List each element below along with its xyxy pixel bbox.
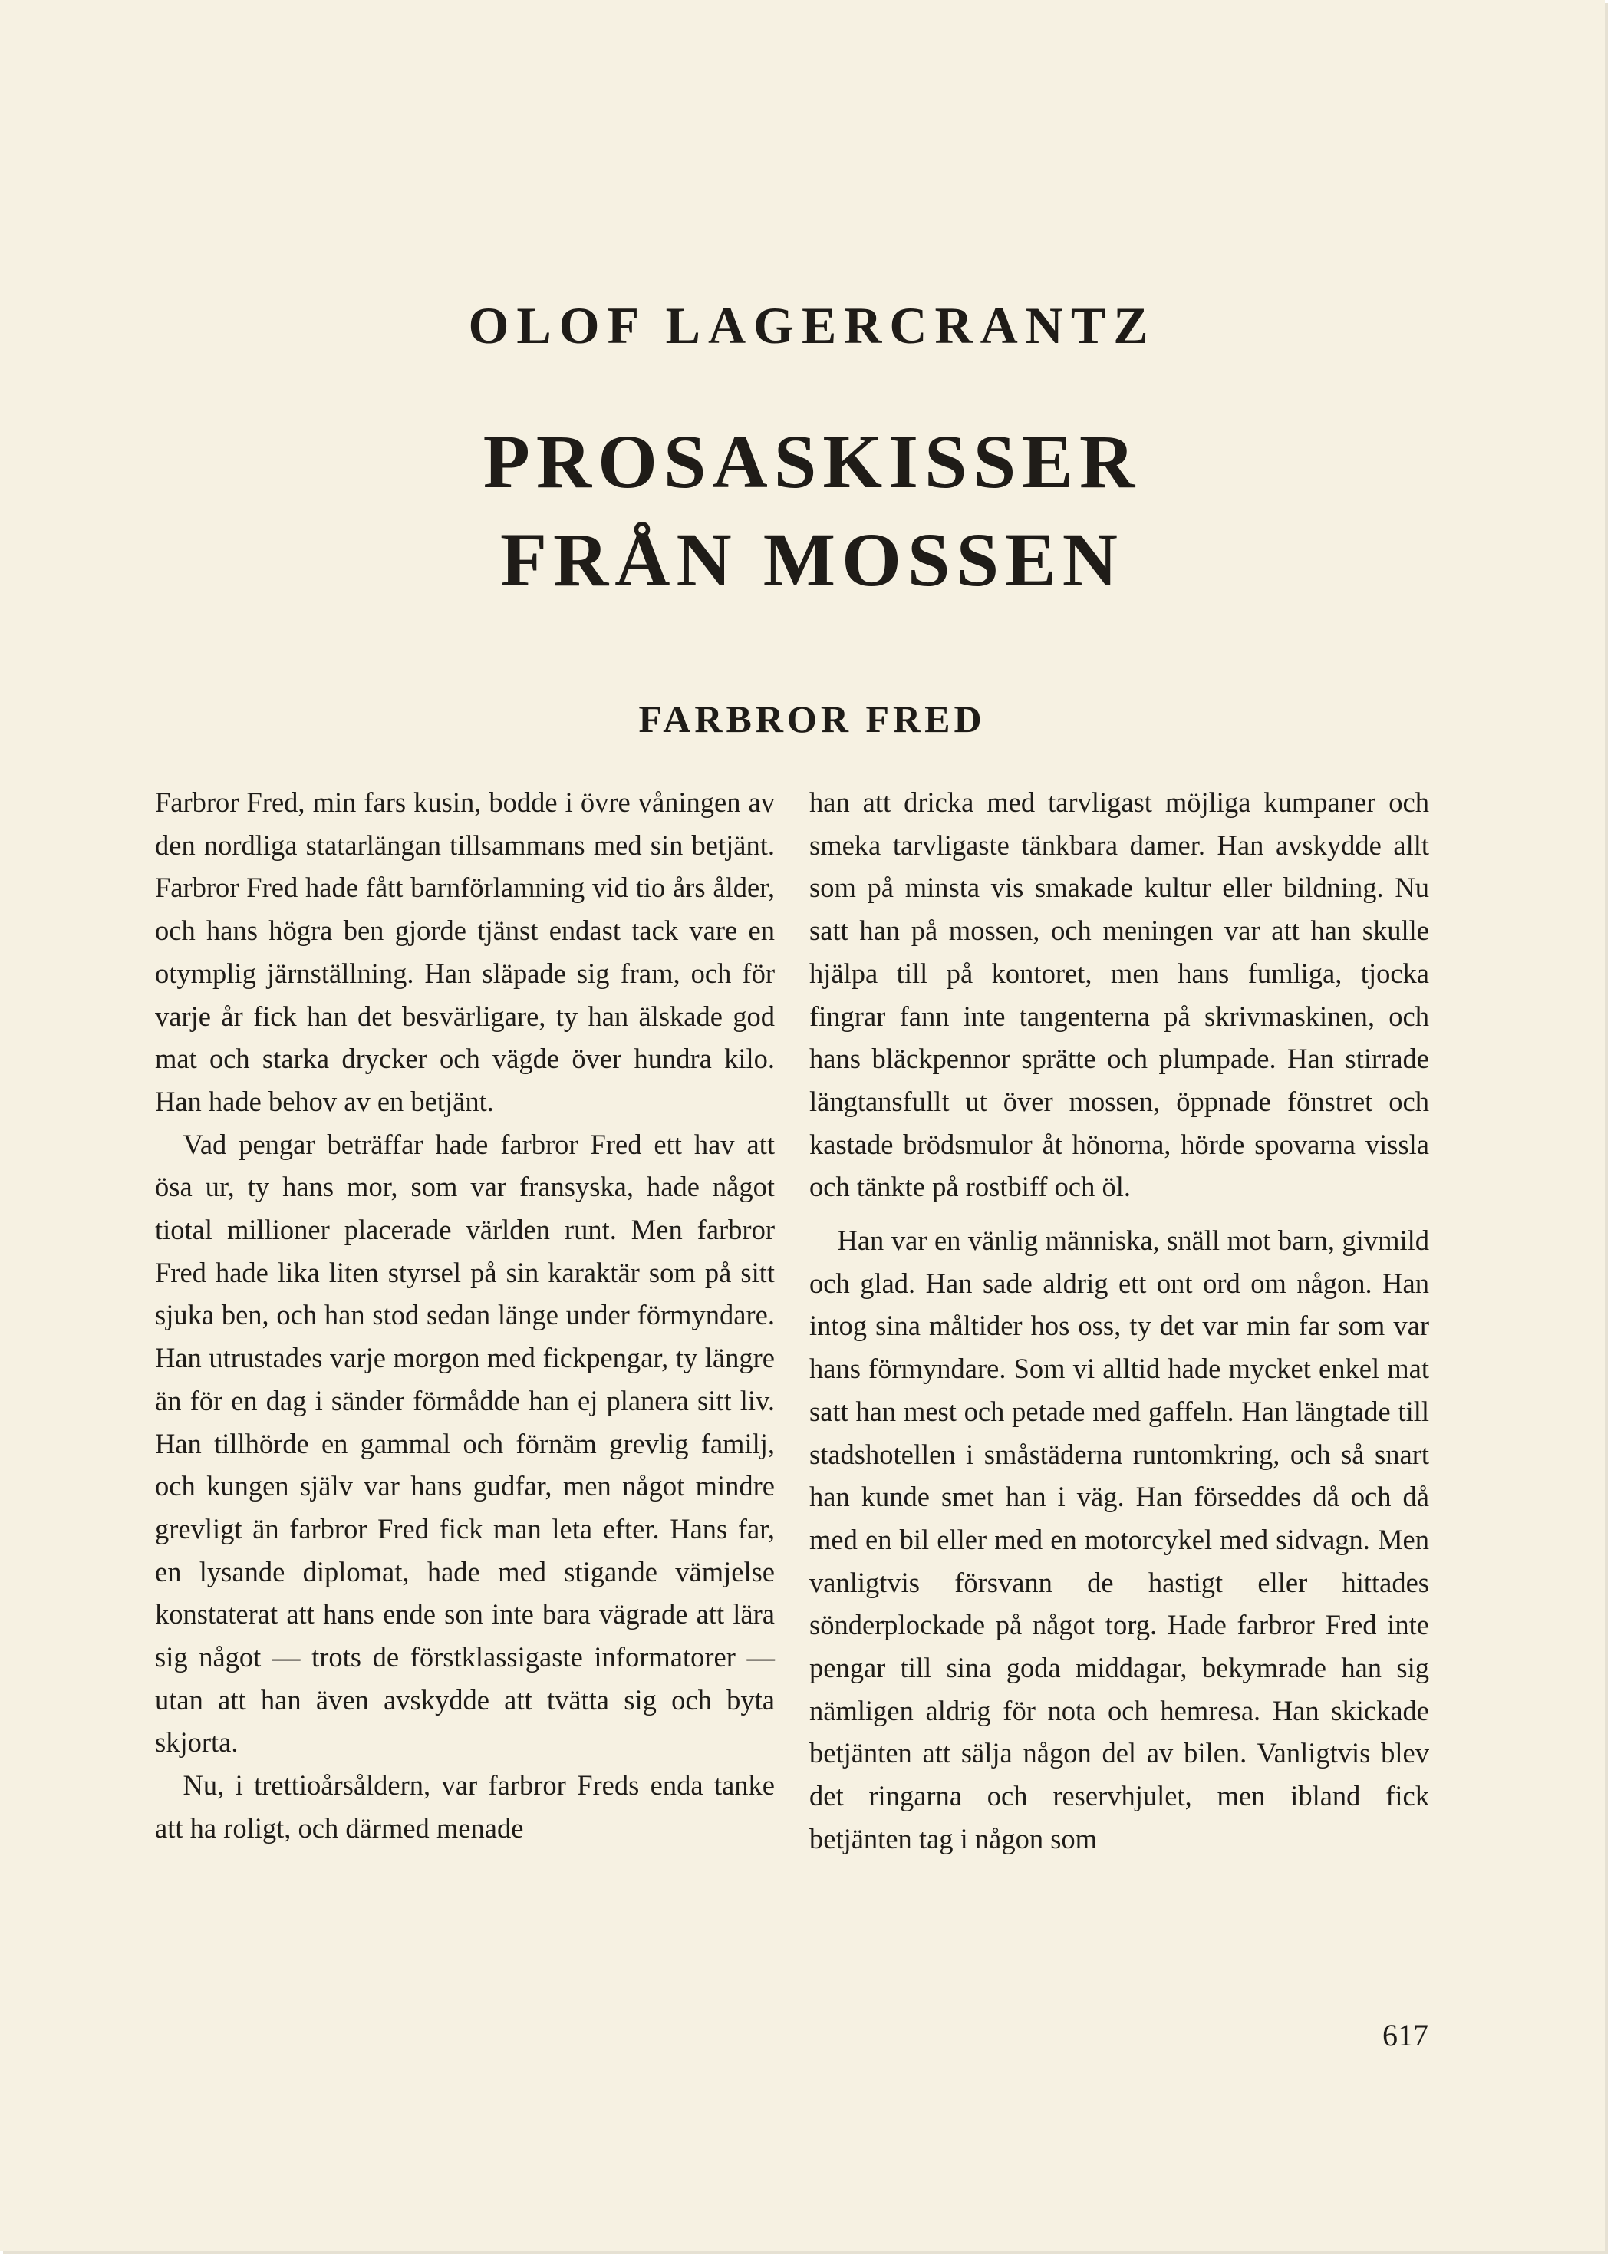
article-title-line-2: FRÅN MOSSEN (499, 517, 1125, 602)
paragraph: han att dricka med tarvligast möjliga kumpaner och smeka tarvligaste tänkbara damer. Han avskydde allt som på minsta vis smakade kultur eller bildning. Nu satt han på mossen, och meningen var att han skulle hjälpa till på kontoret, men hans fumliga, tjocka fingrar fann inte tangenterna på skrivmaskinen, och hans bläckpennor sprätte och plumpade. Han stirrade längtansfullt ut över mossen, öppnade fönstret och kastade brödsmulor åt hönorna, hörde spovarna vissla och tänkte på rostbiff och öl. (809, 786, 1429, 1203)
paragraph: Farbror Fred, min fars kusin, bodde i övre våningen av den nordliga statarlängan tillsammans med sin betjänt. Farbror Fred hade fått barnförlamning vid tio års ålder, och hans högra ben gjorde tjänst endast tack vare en otymplig järnställning. Han släpade sig fram, och för varje år fick han det besvärligare, ty han älskade god mat och starka drycker och vägde över hundra kilo. Han hade behov av en betjänt. (155, 786, 775, 1117)
text-column-left (155, 781, 775, 1850)
paragraph: Vad pengar beträffar hade farbror Fred ett hav att ösa ur, ty hans mor, som var fransyska, hade något tiotal millioner placerade världen runt. Men farbror Fred hade lika liten styrsel på sin karaktär som på sitt sjuka ben, och han stod sedan länge under förmyndare. Han utrustades varje morgon med fickpengar, ty längre än för en dag i sänder förmådde han ej planera sitt liv. Han tillhörde en gammal och förnäm grevlig familj, och kungen själv var hans gudfar, men något mindre grevligt än farbror Fred fick man leta efter. Hans far, en lysande diplomat, hade med stigande vämjelse konstaterat att hans ende son inte bara vägrade att lära sig något — trots de förstklassigaste informatorer — utan att han även avskydde att tvätta sig och byta skjorta. (155, 1128, 775, 1759)
paragraph: Han var en vänlig människa, snäll mot barn, givmild och glad. Han sade aldrig ett ont ord om någon. Han intog sina måltider hos oss, ty det var min far som var hans förmyndare. Som vi alltid hade mycket enkel mat satt han mest och petade med gaffeln. Han längtade till stadshotellen i småstäderna runtomkring, och så snart han kunde smet han i väg. Han förseddes då och då med en bil eller med en motorcykel med sidvagn. Men vanligtvis försvann de hastigt eller hittades sönderplockade på något torg. Hade farbror Fred inte pengar till sina goda middagar, bekymrade han sig nämligen aldrig för nota och hemresa. Han skickade betjänten att sälja någon del av bilen. Vanligtvis blev det ringarna och reservhjulet, men ibland fick betjänten tag i någon som (809, 1225, 1429, 1854)
section-title: FARBROR FRED (638, 697, 986, 740)
author-name: OLOF LAGERCRANTZ (468, 296, 1156, 354)
paragraph: Nu, i trettioårsåldern, var farbror Freds enda tanke att ha roligt, och därmed menade (155, 1769, 775, 1844)
page-number: 617 (1382, 2018, 1428, 2052)
article-title-line-1: PROSASKISSER (483, 419, 1141, 504)
text-column-right (809, 781, 1429, 1861)
article-title (0, 413, 1624, 609)
